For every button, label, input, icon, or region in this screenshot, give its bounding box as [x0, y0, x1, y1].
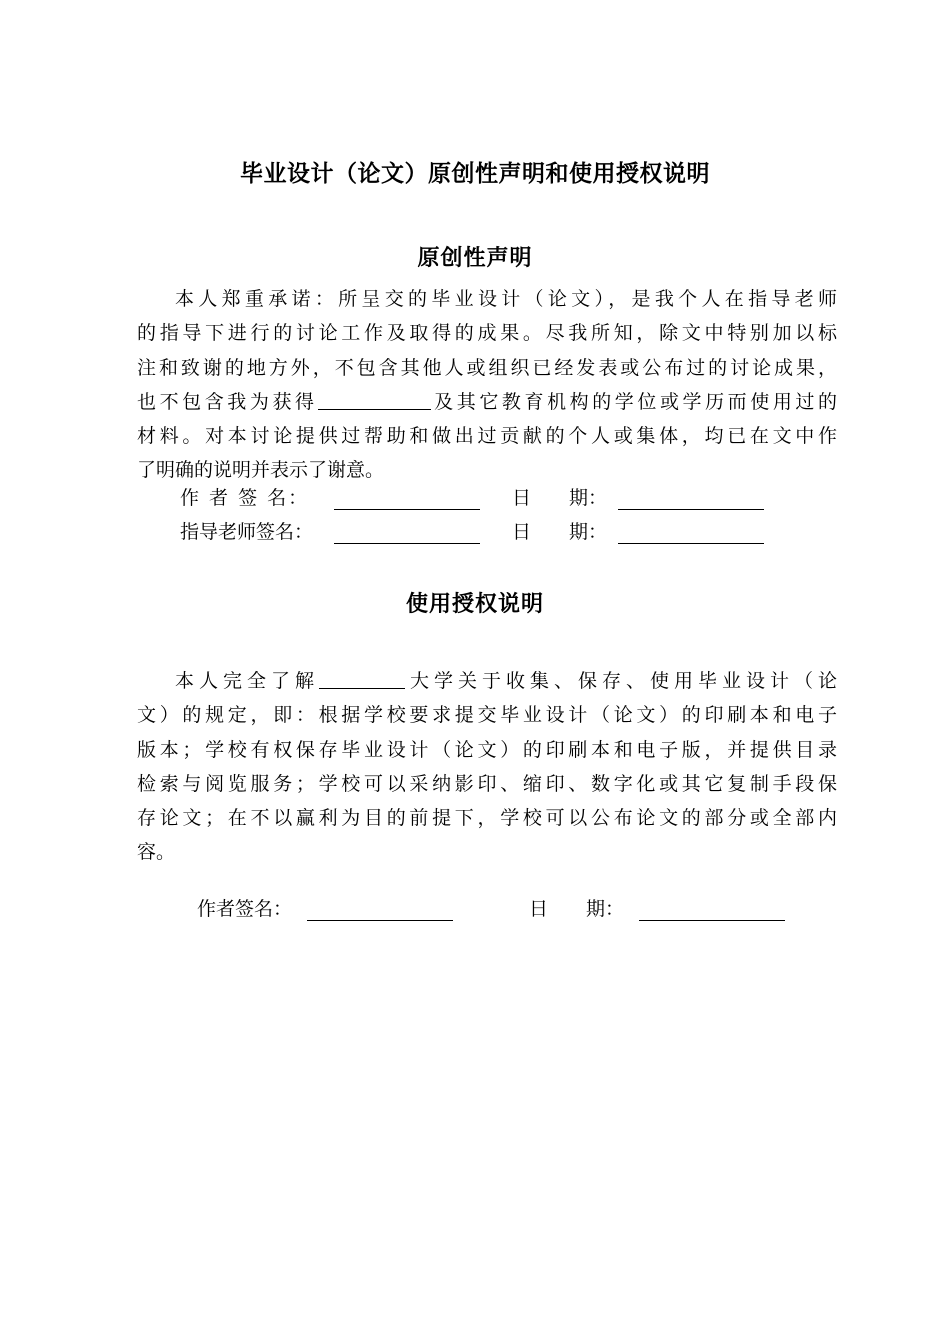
- statement-line: 容。: [137, 841, 176, 864]
- statement-text: 及其它教育机构的学位或学历而使用过的: [430, 390, 837, 413]
- advisor-signature-row: [180, 515, 764, 549]
- author-date-field[interactable]: [618, 487, 764, 510]
- statement-line: 存论文；在不以赢利为目的前提下，学校可以公布论文的部分或全部内: [137, 807, 837, 830]
- statement-line: 的指导下进行的讨论工作及取得的成果。尽我所知，除文中特别加以标: [137, 322, 837, 345]
- statement-line: 版本；学校有权保存毕业设计（论文）的印刷本和电子版，并提供目录: [137, 738, 837, 761]
- author-date-label: 日 期：: [512, 487, 608, 509]
- statement-line: 材料。对本讨论提供过帮助和做出过贡献的个人或集体，均已在文中作: [137, 425, 837, 448]
- advisor-date-label: 日 期：: [512, 521, 608, 543]
- university-blank: [319, 669, 405, 689]
- authorization-heading: 使用授权说明: [405, 592, 544, 617]
- originality-heading: 原创性声明: [417, 246, 533, 271]
- statement-text: 大学关于收集、保存、使用毕业设计（论: [405, 670, 837, 692]
- statement-text: 也不包含我为获得: [137, 390, 318, 413]
- authorization-sign-label: 作者签名：: [197, 898, 293, 920]
- author-signature-row: [180, 481, 764, 515]
- author-sign-label: 作 者 签 名：: [180, 487, 310, 509]
- page-title: 毕业设计（论文）原创性声明和使用授权说明: [240, 161, 710, 187]
- statement-line: 检索与阅览服务；学校可以采纳影印、缩印、数字化或其它复制手段保: [137, 772, 837, 795]
- statement-line: 本人郑重承诺：所呈交的毕业设计（论文），是我个人在指导老师: [175, 288, 837, 310]
- author-signature-field[interactable]: [334, 487, 480, 510]
- authorization-signature-row: [197, 892, 785, 926]
- statement-line: [137, 664, 837, 698]
- degree-blank: [318, 390, 431, 410]
- advisor-sign-label: 指导老师签名：: [180, 521, 314, 543]
- statement-line: 注和致谢的地方外，不包含其他人或组织已经发表或公布过的讨论成果，: [137, 356, 837, 379]
- statement-line: 了明确的说明并表示了谢意。: [137, 459, 385, 482]
- originality-statement: [137, 282, 837, 488]
- statement-line: [137, 385, 837, 419]
- authorization-statement: [137, 664, 837, 870]
- statement-line: 文）的规定，即：根据学校要求提交毕业设计（论文）的印刷本和电子: [137, 704, 837, 727]
- advisor-date-field[interactable]: [618, 521, 764, 544]
- statement-text: 本人完全了解: [175, 670, 319, 692]
- authorization-date-label: 日 期：: [529, 898, 625, 920]
- authorization-signature-field[interactable]: [307, 898, 453, 921]
- authorization-date-field[interactable]: [639, 898, 785, 921]
- advisor-signature-field[interactable]: [334, 521, 480, 544]
